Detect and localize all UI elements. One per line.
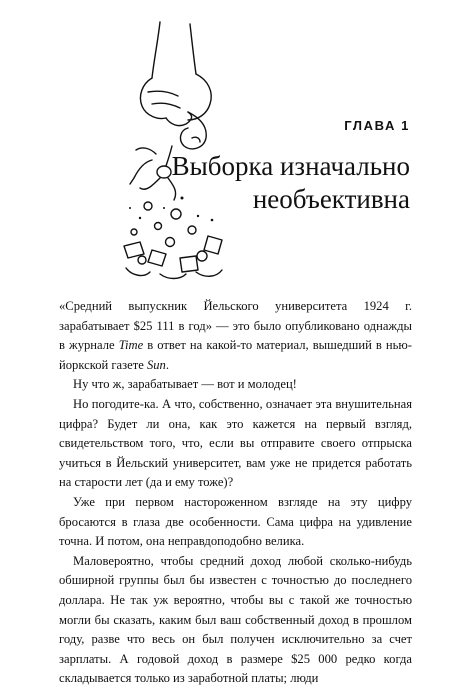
paragraph-4: Уже при первом настороженном взгляде на эту цифру бросаются в глаза две особенности. Сама цифра на удивление точна. И потом, она неправдоподобно велика. bbox=[59, 494, 412, 549]
paragraph-1: «Средний выпускник Йельского университета 1924 г. зарабатывает $25 111 в год» — это было опубликовано однажды в журнале Time в ответ на какой-то материал, вышедший в нью-йоркской газете Sun. bbox=[59, 299, 412, 372]
chapter-title bbox=[150, 150, 410, 216]
chapter-title-line-2: необъективна bbox=[252, 184, 410, 214]
body-text bbox=[59, 297, 412, 689]
paragraph-3: Но погодите-ка. А что, собственно, означает эта внушительная цифра? Будет ли она, как это кажется на первый взгляд, свидетельством того, что, если вы отправите своего отпрыска учиться в Йельский университет, вам уже не придется работать на старости лет (да и ему тоже)? bbox=[59, 396, 412, 490]
chapter-title-line-1: Выборка изначально bbox=[171, 151, 410, 181]
chapter-label: ГЛАВА 1 bbox=[344, 118, 410, 133]
paragraph-5: Маловероятно, чтобы средний доход любой сколько-нибудь обширной группы был бы известен с точностью до последнего доллара. Не так уж вероятно, чтобы вы с такой же точностью могли бы сказать, каким был ваш собственный доход в прошлом году, разве что весь он был получен исключительно за счет зарплаты. А годовой доход в размере $25 000 редко когда складывается только из заработной платы; люди bbox=[59, 553, 412, 686]
paragraph-2: Ну что ж, зарабатывает — вот и молодец! bbox=[73, 377, 297, 392]
